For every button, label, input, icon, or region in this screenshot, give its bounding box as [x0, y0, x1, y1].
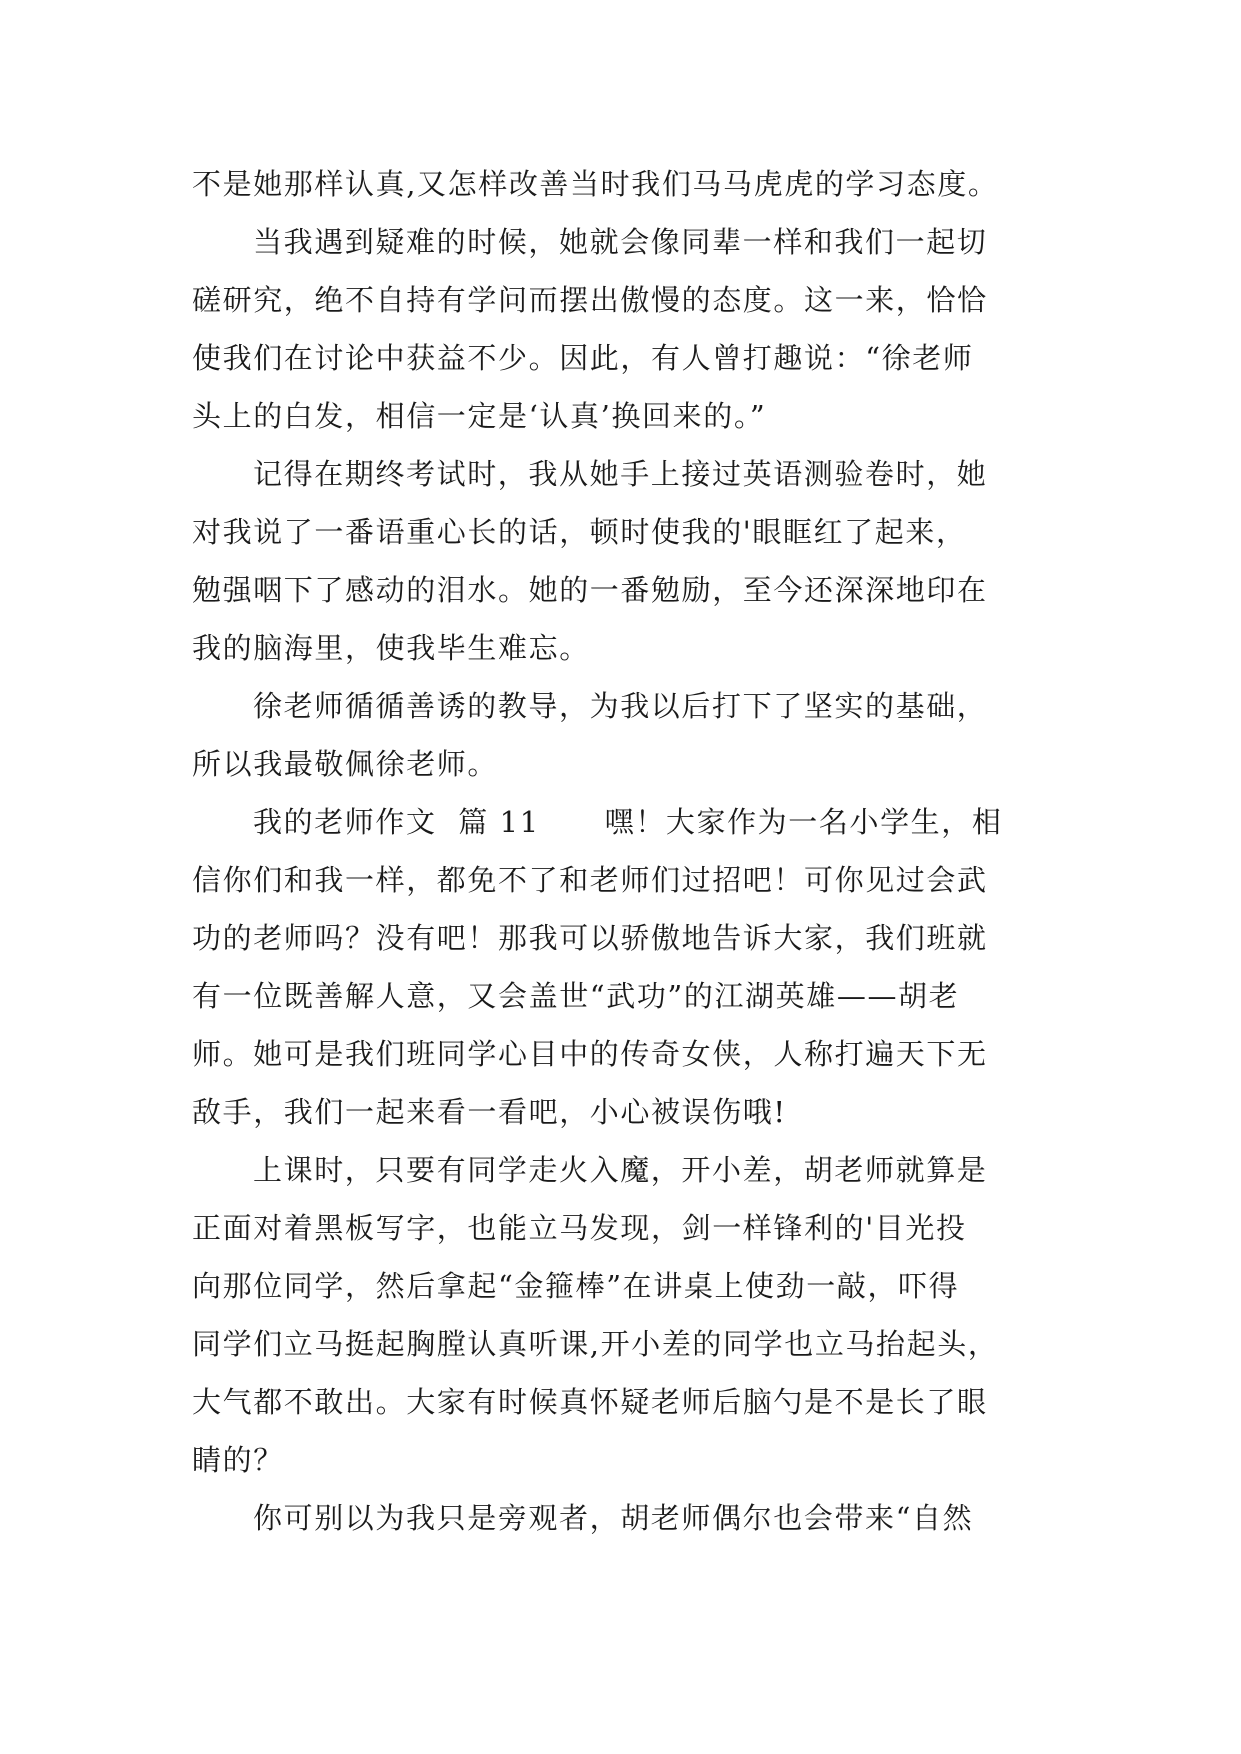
text-line: 不是她那样认真,又怎样改善当时我们马马虎虎的学习态度。	[192, 167, 999, 201]
text-line: 同学们立马挺起胸膛认真听课,开小差的同学也立马抬起头，	[192, 1327, 999, 1361]
text-line: 你可别以为我只是旁观者，胡老师偶尔也会带来“自然	[253, 1501, 974, 1535]
text-line: 记得在期终考试时，我从她手上接过英语测验卷时，她	[253, 457, 988, 491]
text-line: 功的老师吗？没有吧！那我可以骄傲地告诉大家，我们班就	[192, 921, 988, 955]
text-line: 睛的？	[192, 1443, 284, 1477]
text-line: 使我们在讨论中获益不少。因此，有人曾打趣说：“徐老师	[192, 341, 974, 375]
text-line: 磋研究，绝不自持有学问而摆出傲慢的态度。这一来，恰恰	[192, 283, 988, 317]
text-line: 徐老师循循善诱的教导，为我以后打下了坚实的基础，	[253, 689, 988, 723]
text-line: 所以我最敬佩徐老师。	[192, 747, 499, 781]
text-line: 我的脑海里，使我毕生难忘。	[192, 631, 590, 665]
text-line: 敌手，我们一起来看一看吧，小心被误伤哦!	[192, 1095, 787, 1129]
text-line: 信你们和我一样，都免不了和老师们过招吧！可你见过会武	[192, 863, 988, 897]
text-line: 我的老师作文 篇 11 嘿！大家作为一名小学生，相	[253, 805, 1003, 839]
text-line: 对我说了一番语重心长的话，顿时使我的'眼眶红了起来，	[192, 515, 967, 549]
text-line: 上课时，只要有同学走火入魔，开小差，胡老师就算是	[253, 1153, 988, 1187]
text-line: 勉强咽下了感动的泪水。她的一番勉励，至今还深深地印在	[192, 573, 988, 607]
text-line: 有一位既善解人意，又会盖世“武功”的江湖英雄——胡老	[192, 979, 960, 1013]
text-line: 向那位同学，然后拿起“金箍棒”在讲桌上使劲一敲，吓得	[192, 1269, 960, 1303]
text-line: 当我遇到疑难的时候，她就会像同辈一样和我们一起切	[253, 225, 988, 259]
text-line: 正面对着黑板写字，也能立马发现，剑一样锋利的'目光投	[192, 1211, 967, 1245]
text-line: 师。她可是我们班同学心目中的传奇女侠，人称打遍天下无	[192, 1037, 988, 1071]
text-line: 大气都不敢出。大家有时候真怀疑老师后脑勺是不是长了眼	[192, 1385, 988, 1419]
text-line: 头上的白发，相信一定是‘认真’换回来的。”	[192, 399, 767, 433]
